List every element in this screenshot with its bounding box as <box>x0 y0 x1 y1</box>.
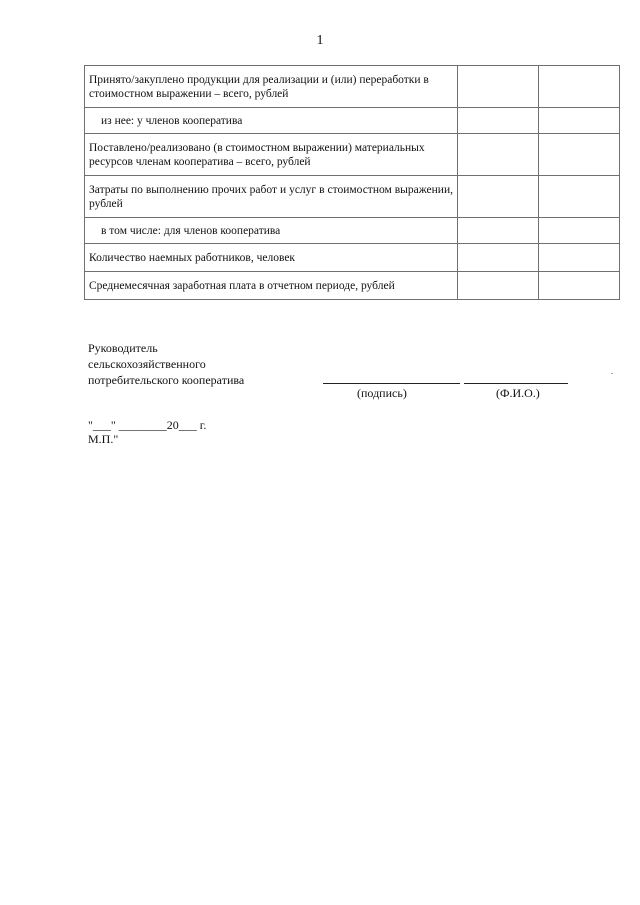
table-row <box>85 218 620 244</box>
value-cell-2[interactable] <box>539 244 620 272</box>
table-row <box>85 244 620 272</box>
signature-caption: (подпись) <box>357 386 407 400</box>
value-cell-1[interactable] <box>458 272 539 300</box>
row-label: Количество наемных работников, человек <box>85 244 458 272</box>
table-row <box>85 108 620 134</box>
scan-mark <box>611 373 613 374</box>
value-cell-1[interactable] <box>458 244 539 272</box>
row-label: Поставлено/реализовано (в стоимостном выражении) материальных ресурсов членам кооператива – всего, рублей <box>85 134 458 176</box>
table-row <box>85 176 620 218</box>
value-cell-2[interactable] <box>539 108 620 134</box>
value-cell-2[interactable] <box>539 66 620 108</box>
signature-line[interactable] <box>323 383 460 384</box>
signatory-title-line-2: сельскохозяйственного <box>88 357 206 371</box>
name-line[interactable] <box>464 383 568 384</box>
value-cell-2[interactable] <box>539 176 620 218</box>
value-cell-1[interactable] <box>458 134 539 176</box>
name-caption: (Ф.И.О.) <box>496 386 540 400</box>
row-label: Принято/закуплено продукции для реализации и (или) переработки в стоимостном выражении – всего, рублей <box>85 66 458 108</box>
signatory-title-line-3: потребительского кооператива <box>88 373 245 387</box>
row-label: из нее: у членов кооператива <box>85 108 458 134</box>
row-label: Среднемесячная заработная плата в отчетном периоде, рублей <box>85 272 458 300</box>
signature-block <box>88 340 244 388</box>
table-row <box>85 272 620 300</box>
report-table <box>84 65 620 300</box>
value-cell-1[interactable] <box>458 218 539 244</box>
value-cell-2[interactable] <box>539 218 620 244</box>
signatory-title-line-1: Руководитель <box>88 341 158 355</box>
row-label: в том числе: для членов кооператива <box>85 218 458 244</box>
value-cell-1[interactable] <box>458 108 539 134</box>
row-label: Затраты по выполнению прочих работ и услуг в стоимостном выражении, рублей <box>85 176 458 218</box>
page-number: 1 <box>316 33 324 48</box>
date-line[interactable]: "___" ________20___ г. <box>88 418 207 432</box>
value-cell-2[interactable] <box>539 272 620 300</box>
value-cell-1[interactable] <box>458 66 539 108</box>
value-cell-2[interactable] <box>539 134 620 176</box>
stamp-placeholder: М.П." <box>88 432 119 446</box>
table-row <box>85 134 620 176</box>
value-cell-1[interactable] <box>458 176 539 218</box>
table-row <box>85 66 620 108</box>
